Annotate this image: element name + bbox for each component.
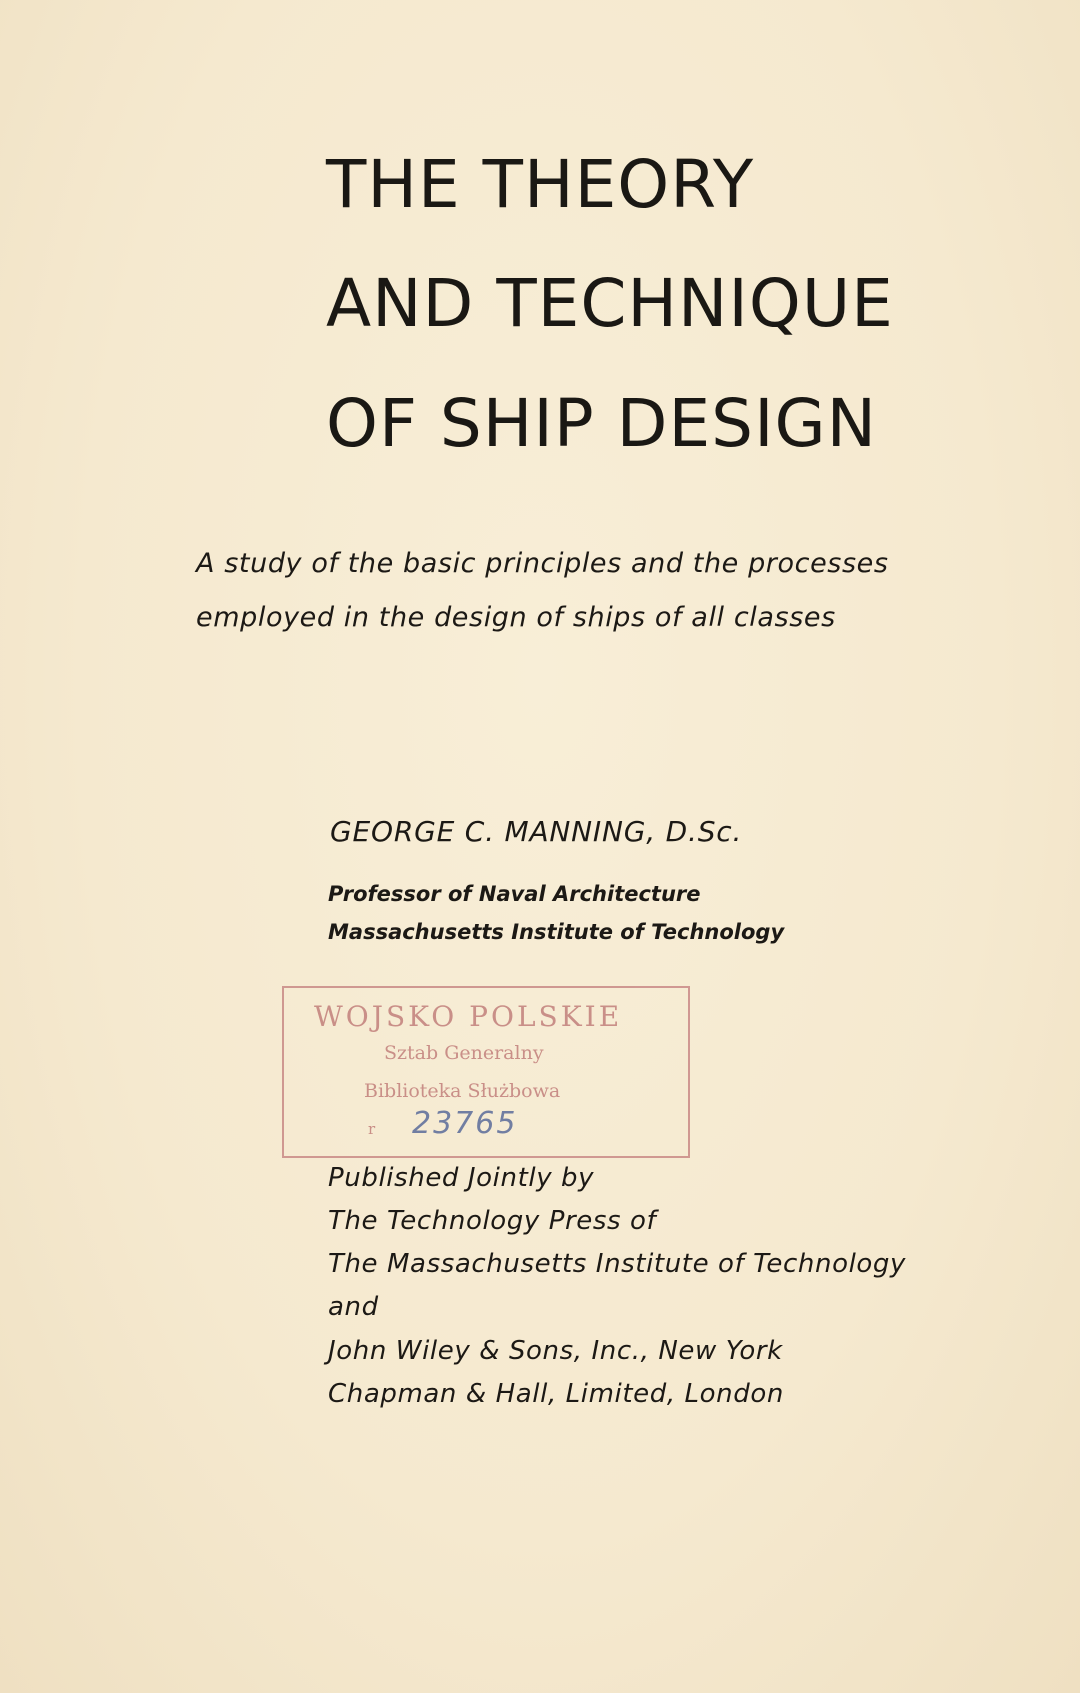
- subtitle-line-1: A study of the basic principles and the processes: [196, 548, 889, 579]
- author-name: GEORGE C. MANNING, D.Sc.: [330, 815, 743, 848]
- title-line-2: AND TECHNIQUE: [326, 265, 894, 342]
- title-line-1: THE THEORY: [326, 146, 755, 223]
- title-line-3: OF SHIP DESIGN: [326, 385, 878, 462]
- library-stamp: [282, 986, 690, 1158]
- stamp-line-2: Sztab Generalny: [384, 1042, 544, 1064]
- stamp-line-3: Biblioteka Służbowa: [364, 1080, 561, 1102]
- publisher-line-1: Published Jointly by: [328, 1163, 595, 1193]
- author-institution: Massachusetts Institute of Technology: [328, 920, 785, 944]
- publisher-line-5: John Wiley & Sons, Inc., New York: [328, 1336, 783, 1366]
- publisher-line-4: and: [328, 1292, 379, 1322]
- stamp-number: 23765: [412, 1106, 518, 1141]
- publisher-line-3: The Massachusetts Institute of Technology: [328, 1249, 907, 1279]
- stamp-line-1: WOJSKO POLSKIE: [314, 1000, 623, 1033]
- subtitle-line-2: employed in the design of ships of all classes: [196, 602, 836, 633]
- author-position: Professor of Naval Architecture: [328, 882, 701, 906]
- publisher-line-2: The Technology Press of: [328, 1206, 657, 1236]
- publisher-line-6: Chapman & Hall, Limited, London: [328, 1379, 784, 1409]
- stamp-prefix: r: [368, 1120, 376, 1138]
